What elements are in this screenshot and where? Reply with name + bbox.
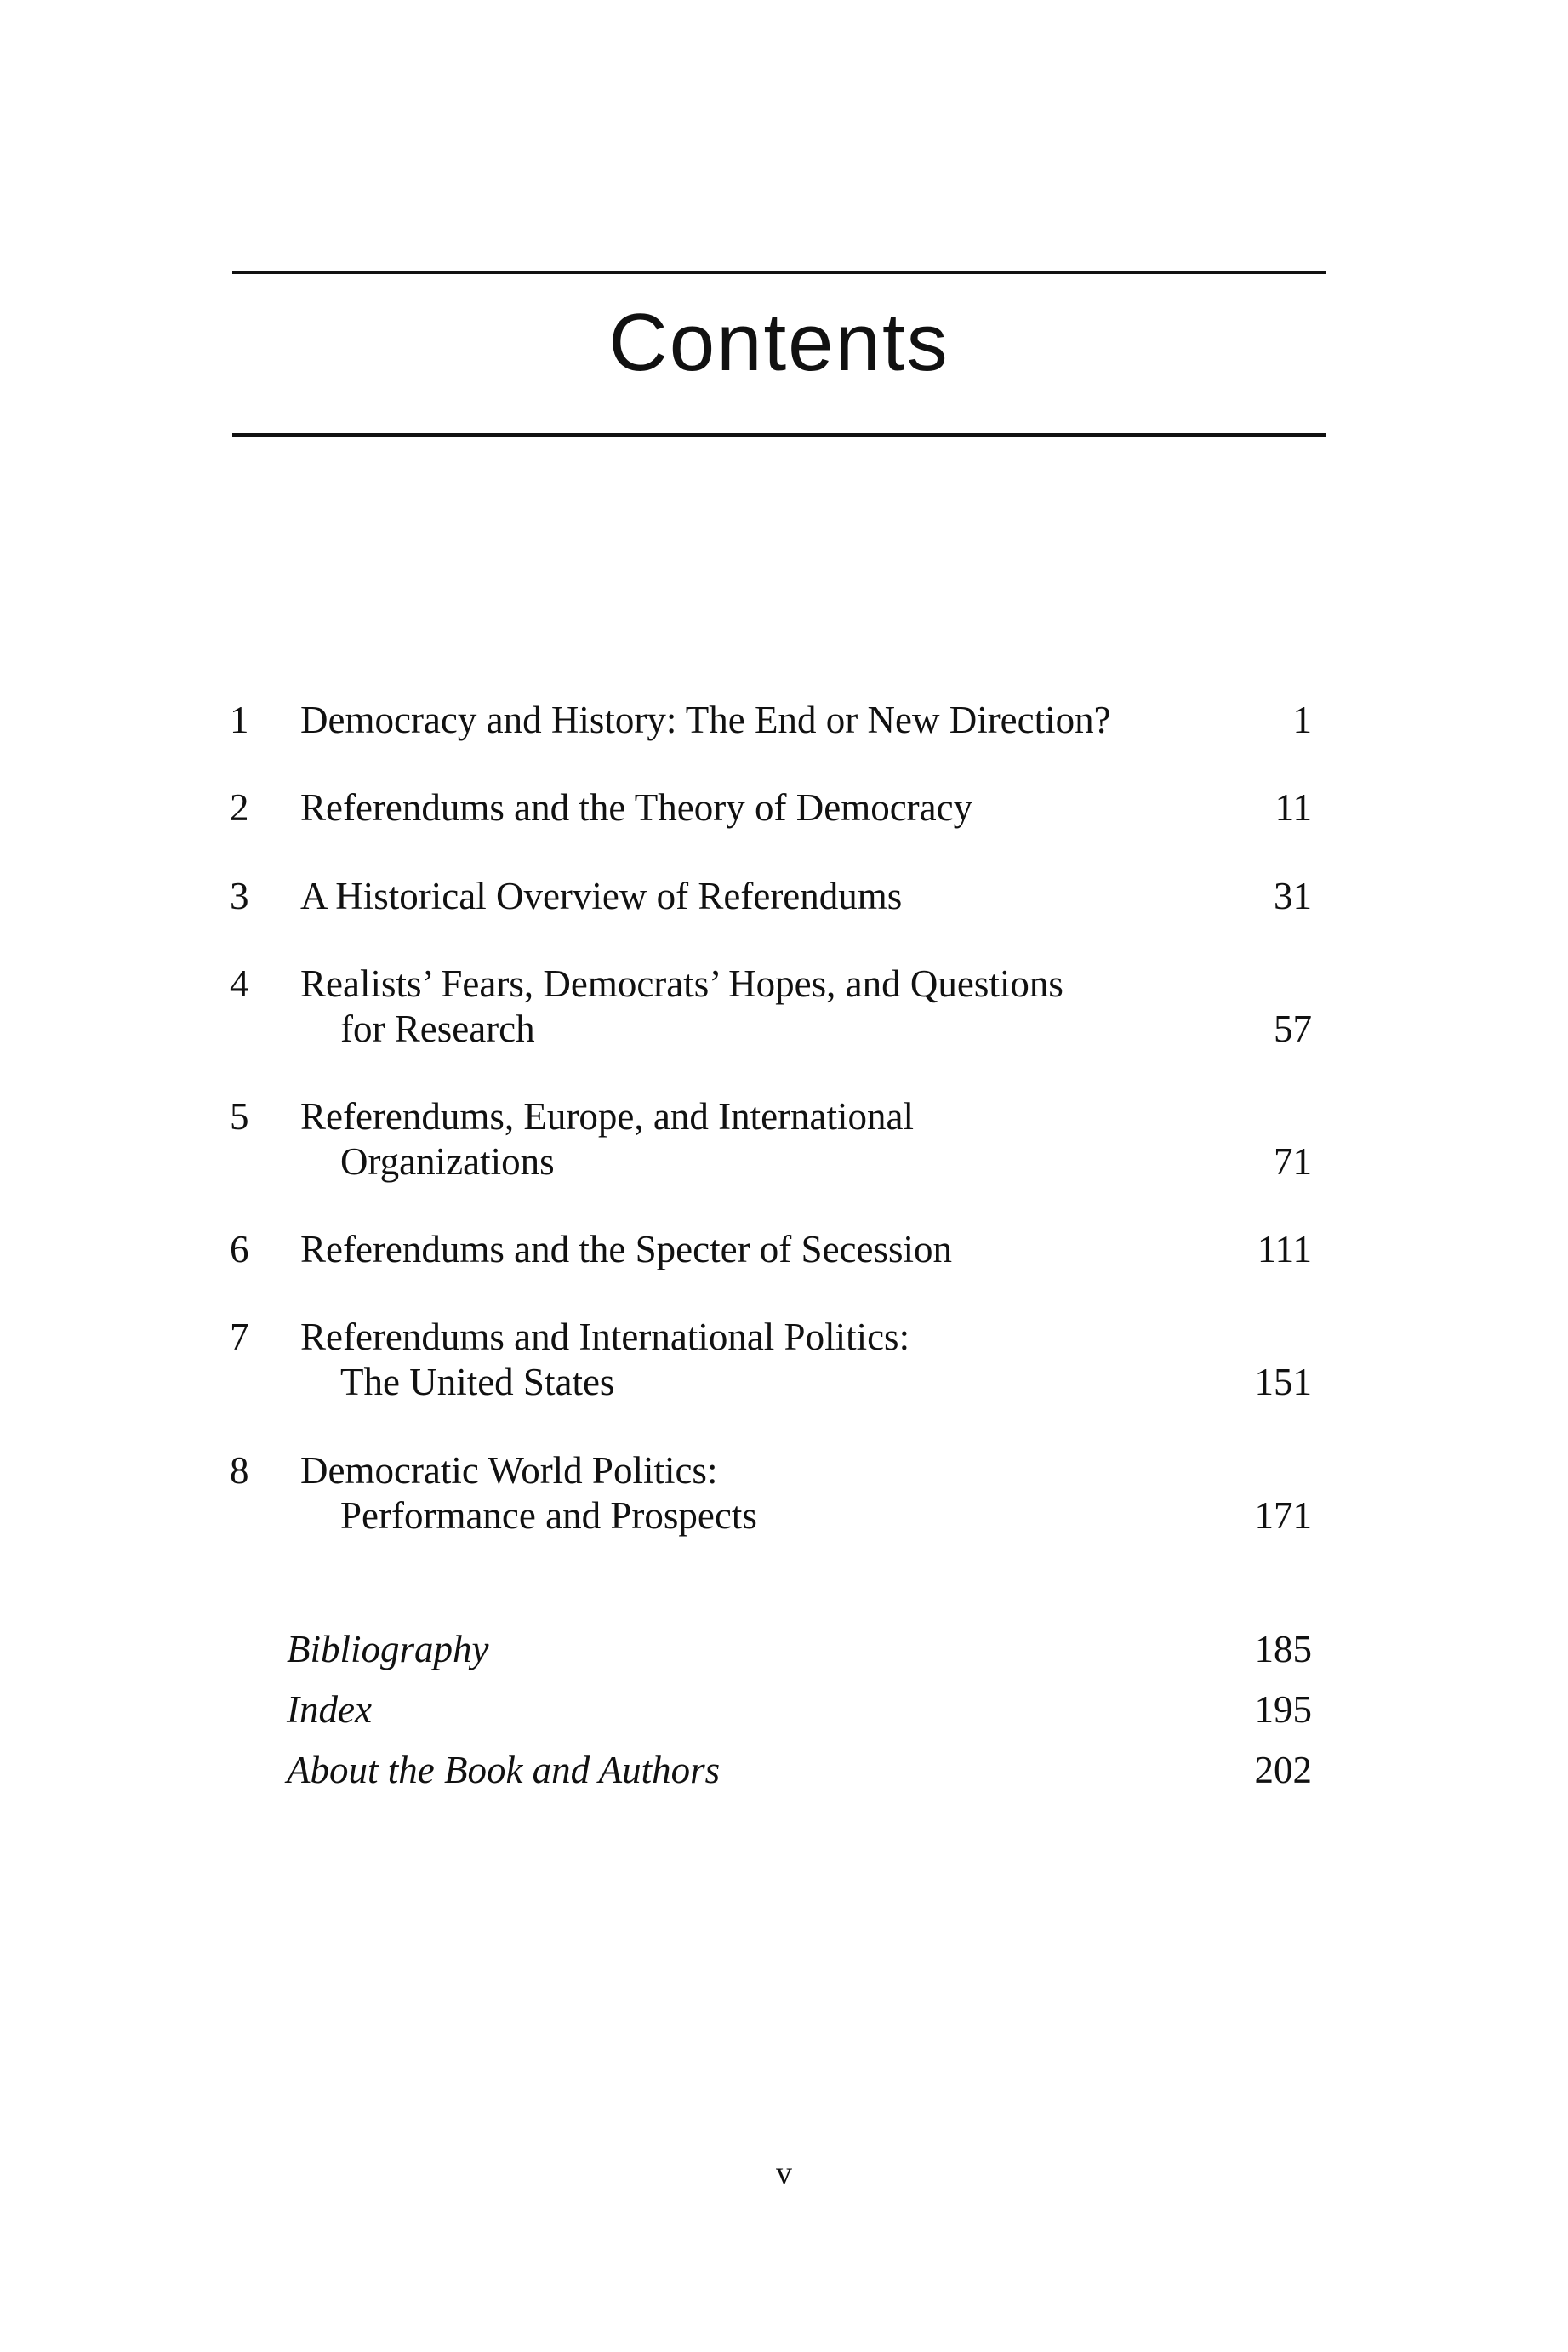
chapter-title: Referendums and the Theory of Democracy [300, 786, 973, 829]
title-rule-bottom [232, 433, 1326, 437]
page-title: Contents [608, 297, 949, 388]
back-matter-title: Bibliography [287, 1628, 489, 1670]
back-matter-title: About the Book and Authors [287, 1749, 721, 1791]
chapter-title: Referendums, Europe, and International [300, 1095, 914, 1138]
chapter-title: Realists’ Fears, Democrats’ Hopes, and Questions [300, 962, 1063, 1005]
title-rule-top [232, 271, 1326, 274]
chapter-number: 5 [230, 1095, 249, 1138]
chapter-title: Democratic World Politics: [300, 1449, 718, 1492]
back-matter-page-number: 195 [1254, 1688, 1312, 1731]
chapter-page-number: 57 [1274, 1008, 1312, 1050]
chapter-page-number: 151 [1254, 1361, 1312, 1403]
chapter-number: 2 [230, 786, 249, 829]
chapter-number: 7 [230, 1316, 249, 1358]
chapter-title-continuation: Performance and Prospects [340, 1494, 757, 1537]
chapter-title-continuation: for Research [340, 1008, 535, 1050]
chapter-number: 4 [230, 962, 249, 1005]
chapter-title: Referendums and International Politics: [300, 1316, 910, 1358]
chapter-title-continuation: The United States [340, 1361, 615, 1403]
chapter-title: Referendums and the Specter of Secession [300, 1228, 953, 1270]
chapter-number: 1 [230, 699, 249, 741]
chapter-page-number: 31 [1274, 875, 1312, 917]
chapter-page-number: 11 [1274, 786, 1312, 829]
chapter-number: 6 [230, 1228, 249, 1270]
page-folio: v [776, 2155, 792, 2191]
chapter-title: A Historical Overview of Referendums [300, 875, 903, 917]
back-matter-page-number: 202 [1254, 1749, 1312, 1791]
chapter-page-number: 111 [1257, 1228, 1312, 1270]
back-matter-page-number: 185 [1254, 1628, 1312, 1670]
chapter-title-continuation: Organizations [340, 1140, 555, 1183]
chapter-number: 8 [230, 1449, 249, 1492]
chapter-title: Democracy and History: The End or New Direction? [300, 699, 1111, 741]
back-matter-title: Index [287, 1688, 372, 1731]
chapter-page-number: 71 [1274, 1140, 1312, 1183]
chapter-number: 3 [230, 875, 249, 917]
chapter-page-number: 171 [1254, 1494, 1312, 1537]
chapter-page-number: 1 [1292, 699, 1312, 741]
